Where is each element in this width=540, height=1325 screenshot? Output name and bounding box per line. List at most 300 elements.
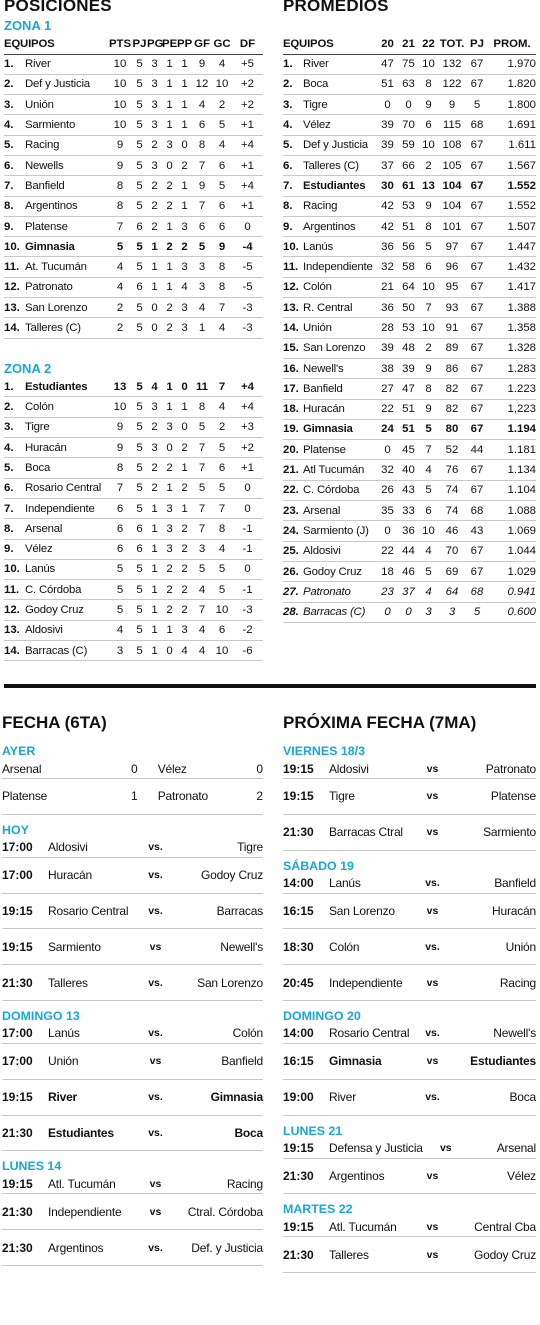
promedio-row [283, 176, 536, 196]
rank: 8. [4, 519, 25, 539]
stat-c22: 8 [419, 74, 438, 94]
away-team: Vélez [506, 1168, 536, 1183]
stat-c21: 53 [398, 196, 419, 216]
match-row [283, 779, 536, 815]
stat-gc: 4 [212, 318, 232, 338]
day-label: SÁBADO 19 [283, 858, 354, 873]
stat-pj: 67 [466, 176, 488, 196]
stat-tot: 95 [438, 277, 466, 297]
column-header: 22 [419, 34, 438, 54]
versus: vs [149, 1177, 162, 1190]
stat-pe: 2 [162, 298, 177, 318]
team-name: Racing [25, 135, 108, 155]
stat-pe: 3 [162, 519, 177, 539]
stat-pj: 5 [132, 641, 147, 661]
promedios-table [283, 34, 536, 623]
stat-pe: 1 [162, 74, 177, 94]
stat-pe: 1 [162, 377, 177, 397]
rank: 28. [283, 602, 303, 622]
stat-c20: 21 [377, 277, 398, 297]
day-label: AYER [2, 744, 36, 758]
stat-pj: 68 [466, 115, 488, 135]
stat-gf: 5 [192, 478, 212, 498]
stat-c20: 27 [377, 379, 398, 399]
standings-row [4, 74, 263, 94]
rank: 25. [283, 541, 303, 561]
home-team: Sarmiento [48, 939, 101, 954]
team-name: Vélez [25, 539, 108, 559]
team-name: Arsenal [303, 501, 377, 521]
rank: 11. [283, 257, 303, 277]
rank: 3. [283, 95, 303, 115]
stat-gf: 3 [192, 277, 212, 297]
stat-c21: 56 [398, 237, 419, 257]
team-name: Lanús [303, 237, 377, 257]
stat-tot: 82 [438, 399, 466, 419]
stat-c21: 48 [398, 338, 419, 358]
stat-pts: 7 [108, 478, 132, 498]
stat-gf: 5 [192, 559, 212, 579]
away-team: Barracas [216, 903, 263, 918]
stat-pj: 43 [466, 521, 488, 541]
stat-pg: 1 [147, 539, 162, 559]
stat-pp: 2 [177, 519, 192, 539]
stat-pg: 1 [147, 600, 162, 620]
promedio-row [283, 196, 536, 216]
stat-prom: 1.820 [488, 74, 536, 94]
match-row [2, 929, 263, 965]
stat-pj: 5 [132, 176, 147, 196]
stat-pts: 9 [108, 417, 132, 437]
stat-pts: 8 [108, 176, 132, 196]
rank: 1. [4, 377, 25, 397]
stat-tot: 132 [438, 54, 466, 74]
stat-df: 0 [232, 498, 263, 518]
stat-pj: 67 [466, 54, 488, 74]
stat-pj: 67 [466, 379, 488, 399]
stat-pg: 2 [147, 478, 162, 498]
standings-row [4, 115, 263, 135]
team-name: R. Central [303, 298, 377, 318]
stat-pj: 67 [466, 196, 488, 216]
stat-c20: 26 [377, 480, 398, 500]
posiciones-header-row [4, 34, 263, 54]
stat-pp: 4 [177, 277, 192, 297]
rank: 19. [283, 419, 303, 439]
promedio-row [283, 74, 536, 94]
home-team: Rosario Central [329, 1026, 410, 1041]
home-team: Aldosivi [48, 840, 88, 855]
rank: 9. [4, 539, 25, 559]
rank: 18. [283, 399, 303, 419]
stat-tot: 46 [438, 521, 466, 541]
stat-pe: 1 [162, 620, 177, 640]
column-header: 21 [398, 34, 419, 54]
standings-row [4, 417, 263, 437]
rank: 17. [283, 379, 303, 399]
stat-c22: 8 [419, 379, 438, 399]
stat-c20: 32 [377, 460, 398, 480]
day-label: LUNES 14 [2, 1159, 62, 1174]
stat-df: 0 [232, 478, 263, 498]
match-row [2, 1230, 263, 1266]
stat-pe: 1 [162, 257, 177, 277]
stat-c21: 61 [398, 176, 419, 196]
team-name: C. Córdoba [303, 480, 377, 500]
home-team: Huracán [48, 868, 92, 883]
stat-tot: 74 [438, 480, 466, 500]
stat-c21: 46 [398, 561, 419, 581]
rank: 6. [4, 155, 25, 175]
match-row [2, 1194, 263, 1230]
stat-pe: 1 [162, 54, 177, 74]
stat-pj: 67 [466, 216, 488, 236]
stat-c20: 0 [377, 95, 398, 115]
stat-df: +2 [232, 74, 263, 94]
home-team: Argentinos [48, 1240, 104, 1255]
stat-gf: 5 [192, 417, 212, 437]
stat-c20: 0 [377, 602, 398, 622]
stat-c20: 24 [377, 419, 398, 439]
away-team: Boca [509, 1090, 536, 1105]
stat-pj: 67 [466, 561, 488, 581]
stat-prom: 1,223 [488, 399, 536, 419]
standings-row [4, 377, 263, 397]
stat-pp: 3 [177, 216, 192, 236]
stat-tot: 101 [438, 216, 466, 236]
match-row [2, 894, 263, 930]
stat-df: +1 [232, 115, 263, 135]
stat-tot: 89 [438, 338, 466, 358]
stat-df: -4 [232, 237, 263, 257]
promedios-header-row [283, 34, 536, 54]
stat-prom: 1.447 [488, 237, 536, 257]
stat-pp: 1 [177, 74, 192, 94]
team-name: Godoy Cruz [303, 561, 377, 581]
stat-pg: 2 [147, 176, 162, 196]
team-name: Talleres (C) [303, 155, 377, 175]
stat-gc: 4 [212, 135, 232, 155]
stat-c21: 59 [398, 135, 419, 155]
standings-row [4, 539, 263, 559]
standings-row [4, 397, 263, 417]
standings-row [4, 641, 263, 661]
standings-row [4, 600, 263, 620]
proxima-title: PRÓXIMA FECHA (7MA) [283, 713, 477, 732]
stat-c21: 47 [398, 379, 419, 399]
stat-prom: 1.104 [488, 480, 536, 500]
stat-gc: 2 [212, 417, 232, 437]
team-name: Independiente [303, 257, 377, 277]
stat-c22: 5 [419, 480, 438, 500]
stat-pg: 1 [147, 641, 162, 661]
stat-pj: 44 [466, 440, 488, 460]
stat-pg: 2 [147, 196, 162, 216]
match-row [283, 965, 536, 1001]
stat-c22: 8 [419, 216, 438, 236]
rank: 2. [283, 74, 303, 94]
stat-prom: 1.567 [488, 155, 536, 175]
stat-gc: 8 [212, 277, 232, 297]
match-row [2, 1080, 263, 1116]
stat-pj: 5 [132, 498, 147, 518]
stat-pj: 6 [132, 216, 147, 236]
match-row [2, 1024, 263, 1044]
stat-gf: 7 [192, 498, 212, 518]
stat-pg: 1 [147, 277, 162, 297]
stat-gf: 6 [192, 115, 212, 135]
rank: 7. [4, 498, 25, 518]
versus: vs. [148, 976, 163, 989]
away-team: Gimnasia [210, 1090, 263, 1105]
rank: 5. [4, 458, 25, 478]
day-label: HOY [2, 822, 29, 837]
stat-pe: 0 [162, 155, 177, 175]
versus: vs [426, 1169, 439, 1182]
standings-row [4, 257, 263, 277]
standings-row [4, 478, 263, 498]
stat-pe: 1 [162, 115, 177, 135]
away-team: Patronato [157, 789, 208, 804]
promedio-row [283, 257, 536, 277]
standings-row [4, 196, 263, 216]
stat-pts: 10 [108, 95, 132, 115]
stat-pe: 1 [162, 397, 177, 417]
home-team: Talleres [329, 1247, 369, 1262]
team-name: Rosario Central [25, 478, 108, 498]
stat-pts: 4 [108, 620, 132, 640]
stat-pj: 5 [132, 135, 147, 155]
standings-row [4, 438, 263, 458]
stat-c20: 32 [377, 257, 398, 277]
stat-gf: 6 [192, 216, 212, 236]
away-team: Ctral. Córdoba [187, 1204, 263, 1219]
rank: 8. [283, 196, 303, 216]
stat-gc: 6 [212, 458, 232, 478]
promedio-row [283, 602, 536, 622]
stat-tot: 97 [438, 237, 466, 257]
stat-pg: 3 [147, 438, 162, 458]
stat-pe: 1 [162, 216, 177, 236]
match-time: 19:00 [283, 1090, 314, 1105]
stat-pe: 2 [162, 559, 177, 579]
stat-pts: 5 [108, 237, 132, 257]
match-row [2, 838, 263, 858]
stat-df: -5 [232, 277, 263, 297]
stat-df: +1 [232, 458, 263, 478]
stat-tot: 108 [438, 135, 466, 155]
stat-pp: 3 [177, 257, 192, 277]
stat-c20: 23 [377, 582, 398, 602]
match-time: 21:30 [2, 975, 33, 990]
stat-pj: 6 [132, 539, 147, 559]
promedio-row [283, 318, 536, 338]
team-name: Lanús [25, 559, 108, 579]
stat-pj: 67 [466, 277, 488, 297]
away-team: Godoy Cruz [473, 1247, 536, 1262]
stat-prom: 1.181 [488, 440, 536, 460]
stat-pj: 5 [132, 580, 147, 600]
stat-df: -2 [232, 620, 263, 640]
stat-c22: 5 [419, 237, 438, 257]
away-team: Unión [505, 939, 536, 954]
stat-prom: 1.611 [488, 135, 536, 155]
stat-c21: 36 [398, 521, 419, 541]
stat-df: -3 [232, 298, 263, 318]
match-row [283, 759, 536, 779]
stat-c21: 66 [398, 155, 419, 175]
stat-pj: 67 [466, 460, 488, 480]
match-row [2, 779, 263, 815]
promedio-row [283, 216, 536, 236]
stat-tot: 93 [438, 298, 466, 318]
stat-c21: 64 [398, 277, 419, 297]
stat-gf: 9 [192, 54, 212, 74]
stat-pts: 3 [108, 641, 132, 661]
rank: 12. [283, 277, 303, 297]
promedio-row [283, 135, 536, 155]
rank: 14. [283, 318, 303, 338]
rank: 14. [4, 641, 25, 661]
stat-pts: 2 [108, 298, 132, 318]
standings-row [4, 498, 263, 518]
stat-df: -6 [232, 641, 263, 661]
stat-c21: 33 [398, 501, 419, 521]
stat-pg: 1 [147, 559, 162, 579]
home-team: Estudiantes [48, 1125, 114, 1140]
stat-gf: 8 [192, 397, 212, 417]
stat-c22: 10 [419, 54, 438, 74]
stat-pp: 2 [177, 155, 192, 175]
rank: 21. [283, 460, 303, 480]
match-time: 21:30 [283, 1247, 314, 1262]
stat-df: +1 [232, 155, 263, 175]
stat-pg: 3 [147, 115, 162, 135]
home-team: Platense [2, 789, 48, 804]
home-team: Independiente [48, 1204, 122, 1219]
versus: vs. [425, 940, 440, 953]
column-header: PROM. [488, 34, 536, 54]
stat-pp: 1 [177, 176, 192, 196]
rank: 2. [4, 397, 25, 417]
team-name: Gimnasia [25, 237, 108, 257]
stat-gc: 10 [212, 600, 232, 620]
stat-tot: 91 [438, 318, 466, 338]
section-divider [4, 684, 536, 688]
stat-prom: 0.600 [488, 602, 536, 622]
home-team: Lanús [329, 876, 361, 891]
stat-pp: 0 [177, 135, 192, 155]
match-time: 19:15 [283, 761, 314, 776]
away-team: Newell's [220, 939, 263, 954]
promedios-section [283, 0, 536, 680]
stat-pts: 6 [108, 539, 132, 559]
stat-pg: 2 [147, 417, 162, 437]
stat-c21: 0 [398, 95, 419, 115]
versus: vs [426, 904, 439, 917]
stat-pj: 5 [132, 95, 147, 115]
away-team: Central Cba [474, 1219, 536, 1234]
stat-pts: 10 [108, 397, 132, 417]
home-score: 1 [131, 789, 138, 804]
day-label: LUNES 21 [283, 1123, 343, 1138]
home-team: River [48, 1090, 78, 1105]
stat-c22: 10 [419, 135, 438, 155]
stat-tot: 76 [438, 460, 466, 480]
home-team: Colón [329, 939, 360, 954]
stat-c22: 9 [419, 358, 438, 378]
rank: 13. [4, 620, 25, 640]
match-time: 14:00 [283, 876, 314, 891]
match-row [2, 965, 263, 1001]
stat-gf: 4 [192, 95, 212, 115]
team-name: Def y Justicia [25, 74, 108, 94]
stat-pp: 3 [177, 318, 192, 338]
versus: vs. [425, 1027, 440, 1040]
standings-row [4, 318, 263, 338]
stat-pg: 3 [147, 54, 162, 74]
home-team: Aldosivi [329, 761, 369, 776]
away-team: Platense [490, 789, 536, 804]
rank: 22. [283, 480, 303, 500]
team-name: Godoy Cruz [25, 600, 108, 620]
stat-c21: 39 [398, 358, 419, 378]
stat-pp: 2 [177, 478, 192, 498]
stat-pj: 67 [466, 237, 488, 257]
match-row [283, 1024, 536, 1044]
stat-pts: 9 [108, 155, 132, 175]
stat-df: +4 [232, 397, 263, 417]
stat-pts: 5 [108, 600, 132, 620]
stat-c20: 37 [377, 155, 398, 175]
rank: 9. [283, 216, 303, 236]
stat-c22: 10 [419, 277, 438, 297]
team-name: Unión [303, 318, 377, 338]
stat-pj: 5 [132, 417, 147, 437]
team-name: Estudiantes [303, 176, 377, 196]
stat-c20: 30 [377, 176, 398, 196]
stat-prom: 1.691 [488, 115, 536, 135]
team-name: Patronato [303, 582, 377, 602]
team-name: Banfield [303, 379, 377, 399]
promedio-row [283, 155, 536, 175]
match-row [283, 1159, 536, 1195]
stat-gf: 4 [192, 620, 212, 640]
stat-c21: 37 [398, 582, 419, 602]
stat-df: -5 [232, 257, 263, 277]
stat-pj: 5 [132, 54, 147, 74]
stat-c21: 0 [398, 602, 419, 622]
rank: 2. [4, 74, 25, 94]
stat-c20: 47 [377, 54, 398, 74]
match-row [283, 1080, 536, 1116]
stat-gf: 7 [192, 196, 212, 216]
stat-c22: 4 [419, 582, 438, 602]
stat-gf: 7 [192, 519, 212, 539]
stat-c20: 35 [377, 501, 398, 521]
column-header: TOT. [438, 34, 466, 54]
stat-df: -1 [232, 519, 263, 539]
stat-pg: 4 [147, 377, 162, 397]
stat-c22: 7 [419, 298, 438, 318]
stat-gc: 5 [212, 176, 232, 196]
stat-tot: 3 [438, 602, 466, 622]
match-row [2, 1116, 263, 1152]
match-time: 20:45 [283, 975, 314, 990]
stat-c22: 2 [419, 155, 438, 175]
zona2-label: ZONA 2 [4, 360, 52, 376]
stat-gc: 6 [212, 620, 232, 640]
